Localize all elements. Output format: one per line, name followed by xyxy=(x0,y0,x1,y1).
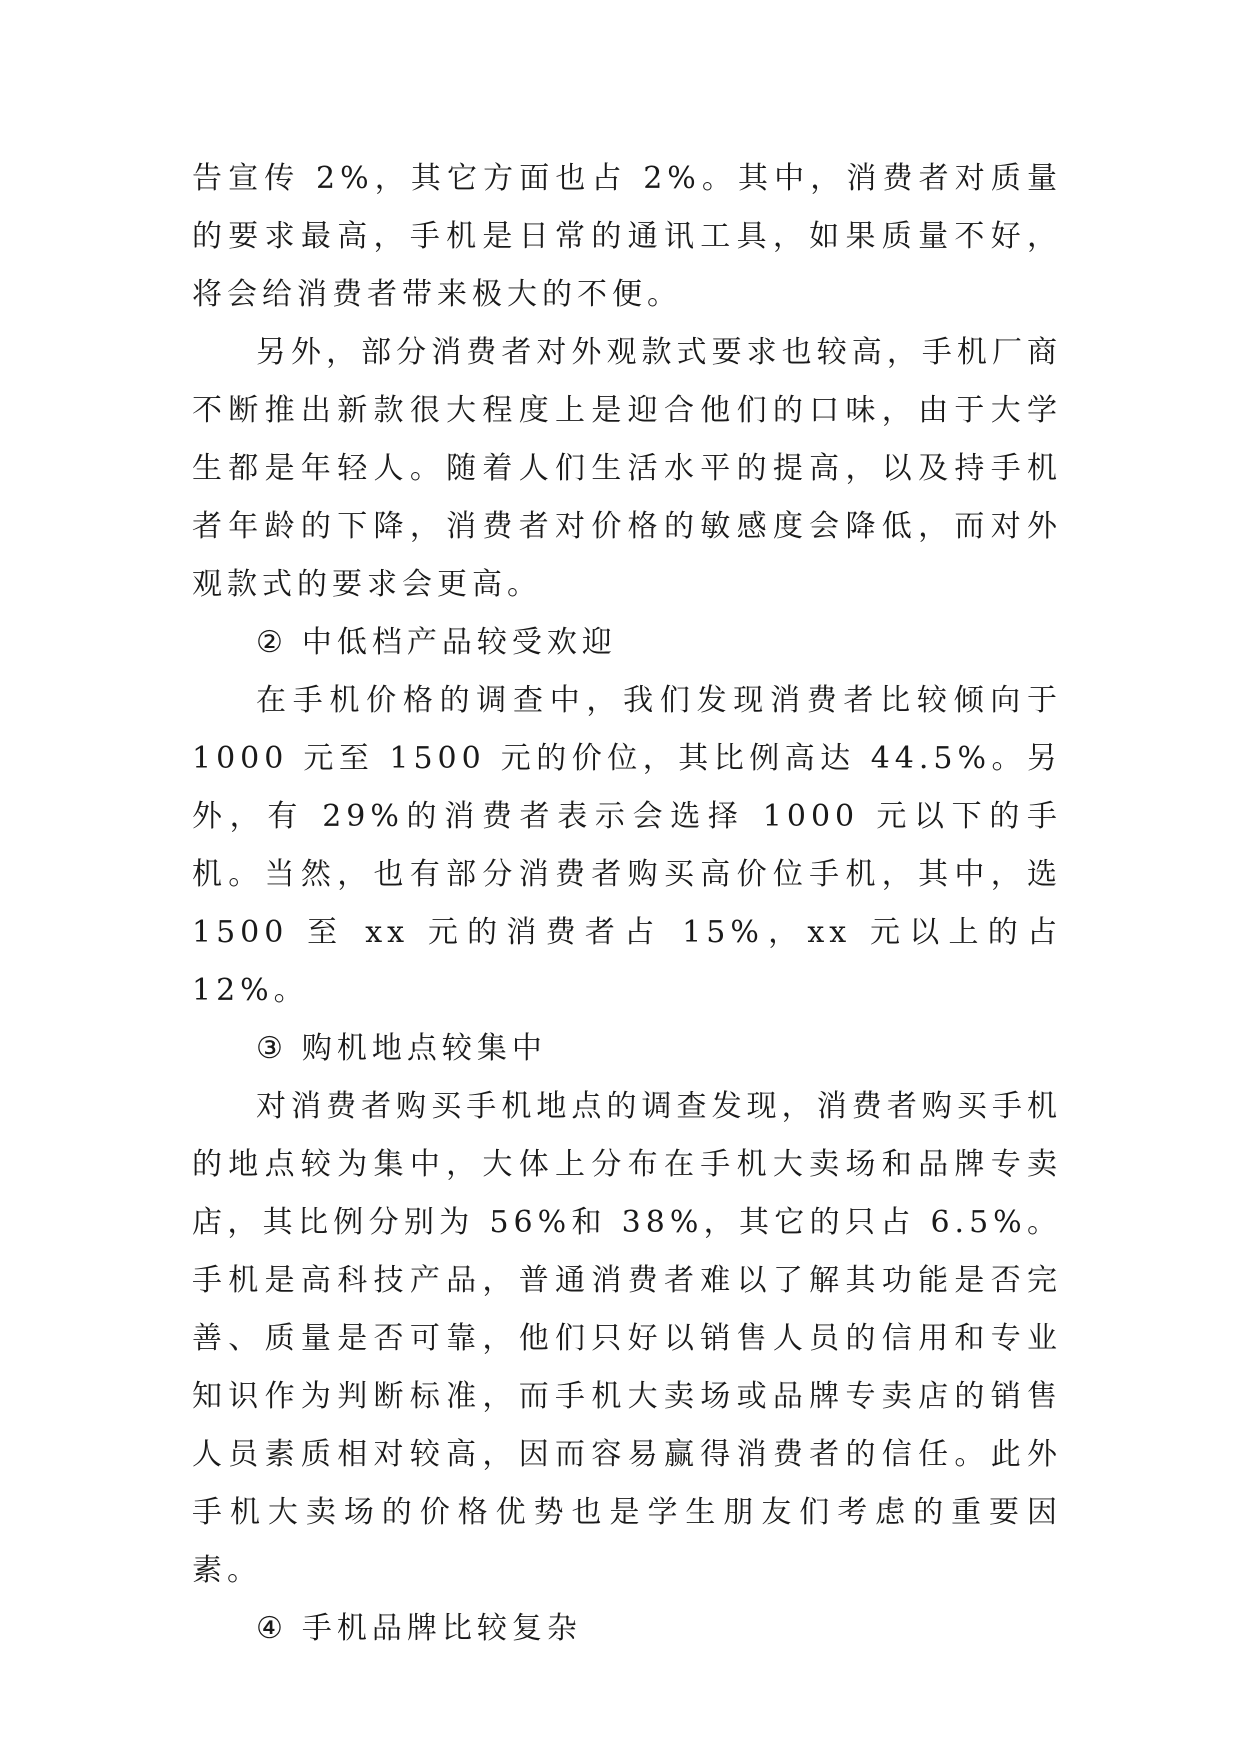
paragraph-quality-requirements: 告宣传 2%，其它方面也占 2%。其中，消费者对质量的要求最高，手机是日常的通讯工具，如果质量不好，将会给消费者带来极大的不便。 xyxy=(192,161,1062,312)
heading-text: 中低档产品较受欢迎 xyxy=(301,625,617,660)
document-body xyxy=(192,150,1062,1658)
heading-text: 手机品牌比较复杂 xyxy=(301,1611,582,1646)
heading-number: ② xyxy=(256,625,288,660)
section-heading-mid-low-products xyxy=(192,614,1062,672)
paragraph-appearance-style: 另外，部分消费者对外观款式要求也较高，手机厂商不断推出新款很大程度上是迎合他们的口味，由于大学生都是年轻人。随着人们生活水平的提高，以及持手机者年龄的下降，消费者对价格的敏感度会降低，而对外观款式的要求会更高。 xyxy=(192,335,1062,602)
heading-number: ④ xyxy=(256,1611,288,1646)
section-heading-purchase-location xyxy=(192,1020,1062,1078)
paragraph-location-survey: 对消费者购买手机地点的调查发现，消费者购买手机的地点较为集中，大体上分布在手机大卖场和品牌专卖店，其比例分别为 56%和 38%，其它的只占 6.5%。手机是高科技产品，普通消费者难以了解其功能是否完善、质量是否可靠，他们只好以销售人员的信用和专业知识作为判断标准，而手机大卖场或品牌专卖店的销售人员素质相对较高，因而容易赢得消费者的信任。此外手机大卖场的价格优势也是学生朋友们考虑的重要因素。 xyxy=(192,1089,1062,1588)
section-heading-brand-complexity xyxy=(192,1600,1062,1658)
heading-text: 购机地点较集中 xyxy=(301,1031,547,1066)
paragraph-price-survey: 在手机价格的调查中，我们发现消费者比较倾向于 1000 元至 1500 元的价位，其比例高达 44.5%。另外，有 29%的消费者表示会选择 1000 元以下的手机。当然，也有部分消费者购买高价位手机，其中，选 1500 至 xx 元的消费者占 15%，xx 元以上的占 12%。 xyxy=(192,683,1062,1008)
heading-number: ③ xyxy=(256,1031,288,1066)
